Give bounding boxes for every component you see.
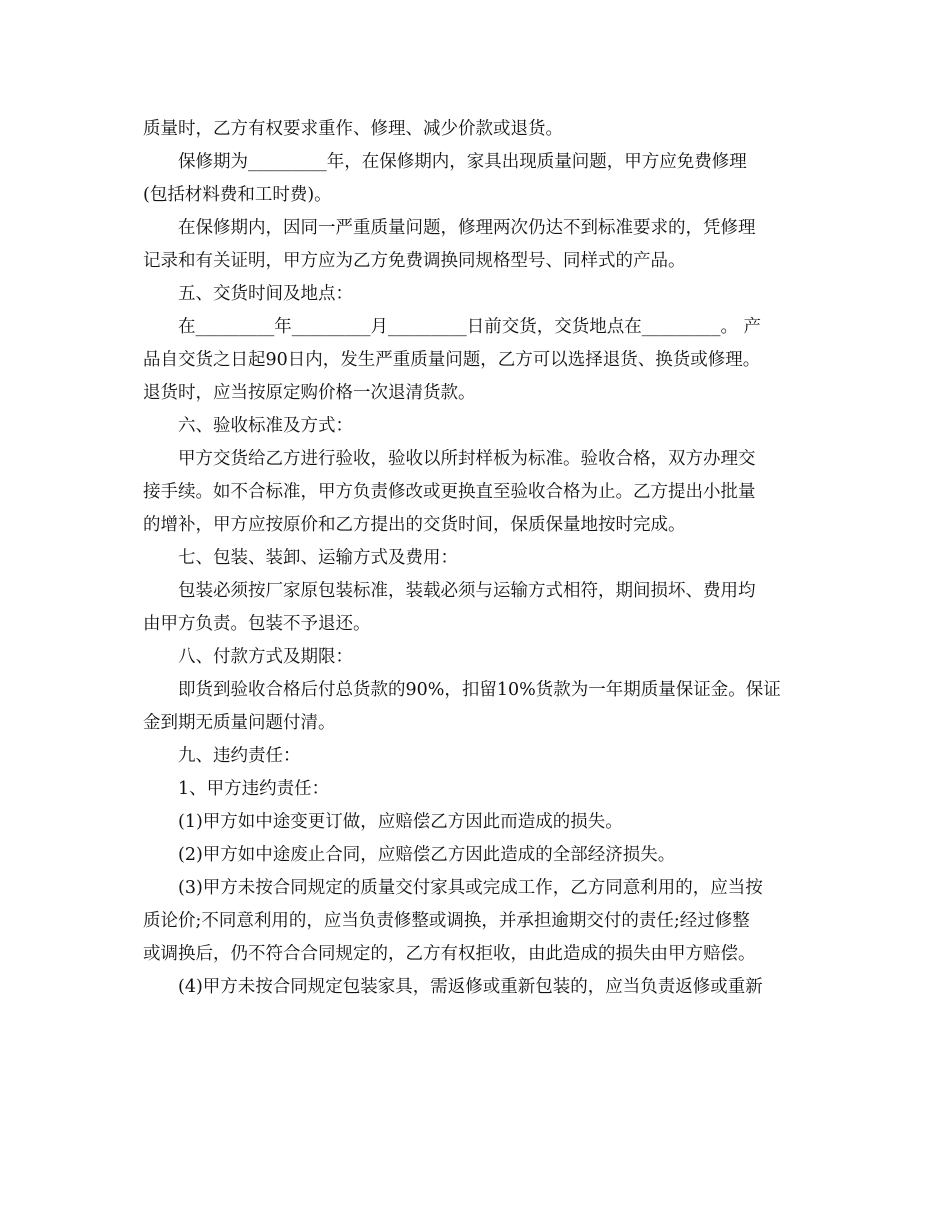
paragraph-line: 记录和有关证明，甲方应为乙方免费调换同规格型号、同样式的产品。 <box>143 251 686 271</box>
list-item: (3)甲方未按合同规定的质量交付家具或完成工作，乙方同意利用的，应当按 <box>178 878 763 898</box>
paragraph-line: 甲方交货给乙方进行验收，验收以所封样板为标准。验收合格，双方办理交 <box>178 449 756 469</box>
section-heading: 九、违约责任： <box>178 746 301 766</box>
section-heading: 六、验收标准及方式： <box>178 416 353 436</box>
section-heading: 五、交货时间及地点： <box>178 284 353 304</box>
list-item: (4)甲方未按合同规定包装家具，需返修或重新包装的，应当负责返修或重新 <box>178 977 763 997</box>
paragraph-line: 金到期无质量问题付清。 <box>143 713 336 733</box>
paragraph-line: 即货到验收合格后付总货款的90%，扣留10%货款为一年期质量保证金。保证 <box>178 680 781 700</box>
paragraph-line: 或调换后，仍不符合合同规定的，乙方有权拒收，由此造成的损失由甲方赔偿。 <box>143 944 756 964</box>
paragraph-line: 在_________年_________月_________日前交货，交货地点在_________。 产 <box>178 317 762 337</box>
paragraph-line: (包括材料费和工时费)。 <box>143 185 332 205</box>
paragraph-line: 品自交货之日起90日内，发生严重质量问题，乙方可以选择退货、换货或修理。 <box>143 350 761 370</box>
paragraph-line: 质论价;不同意利用的，应当负责修整或调换，并承担逾期交付的责任;经过修整 <box>143 911 750 931</box>
list-item: (2)甲方如中途废止合同，应赔偿乙方因此造成的全部经济损失。 <box>178 845 676 865</box>
subsection-heading: 1、甲方违约责任： <box>178 779 330 799</box>
paragraph-line: 接手续。如不合标准，甲方负责修改或更换直至验收合格为止。乙方提出小批量 <box>143 482 756 502</box>
section-heading: 八、付款方式及期限： <box>178 647 353 667</box>
paragraph-line: 的增补，甲方应按原价和乙方提出的交货时间，保质保量地按时完成。 <box>143 515 686 535</box>
paragraph-line: 由甲方负责。包装不予退还。 <box>143 614 371 634</box>
paragraph-line: 在保修期内，因同一严重质量问题，修理两次仍达不到标准要求的，凭修理 <box>178 218 756 238</box>
section-heading: 七、包装、装卸、运输方式及费用： <box>178 548 458 568</box>
document-page <box>143 113 807 1004</box>
paragraph-line: 保修期为_________年，在保修期内，家具出现质量问题，甲方应免费修理 <box>178 152 747 172</box>
paragraph-line: 退货时，应当按原定购价格一次退清货款。 <box>143 383 476 403</box>
paragraph-line: 质量时，乙方有权要求重作、修理、减少价款或退货。 <box>143 119 563 139</box>
paragraph-line: 包装必须按厂家原包装标准，装载必须与运输方式相符，期间损坏、费用均 <box>178 581 756 601</box>
list-item: (1)甲方如中途变更订做，应赔偿乙方因此而造成的损失。 <box>178 812 623 832</box>
